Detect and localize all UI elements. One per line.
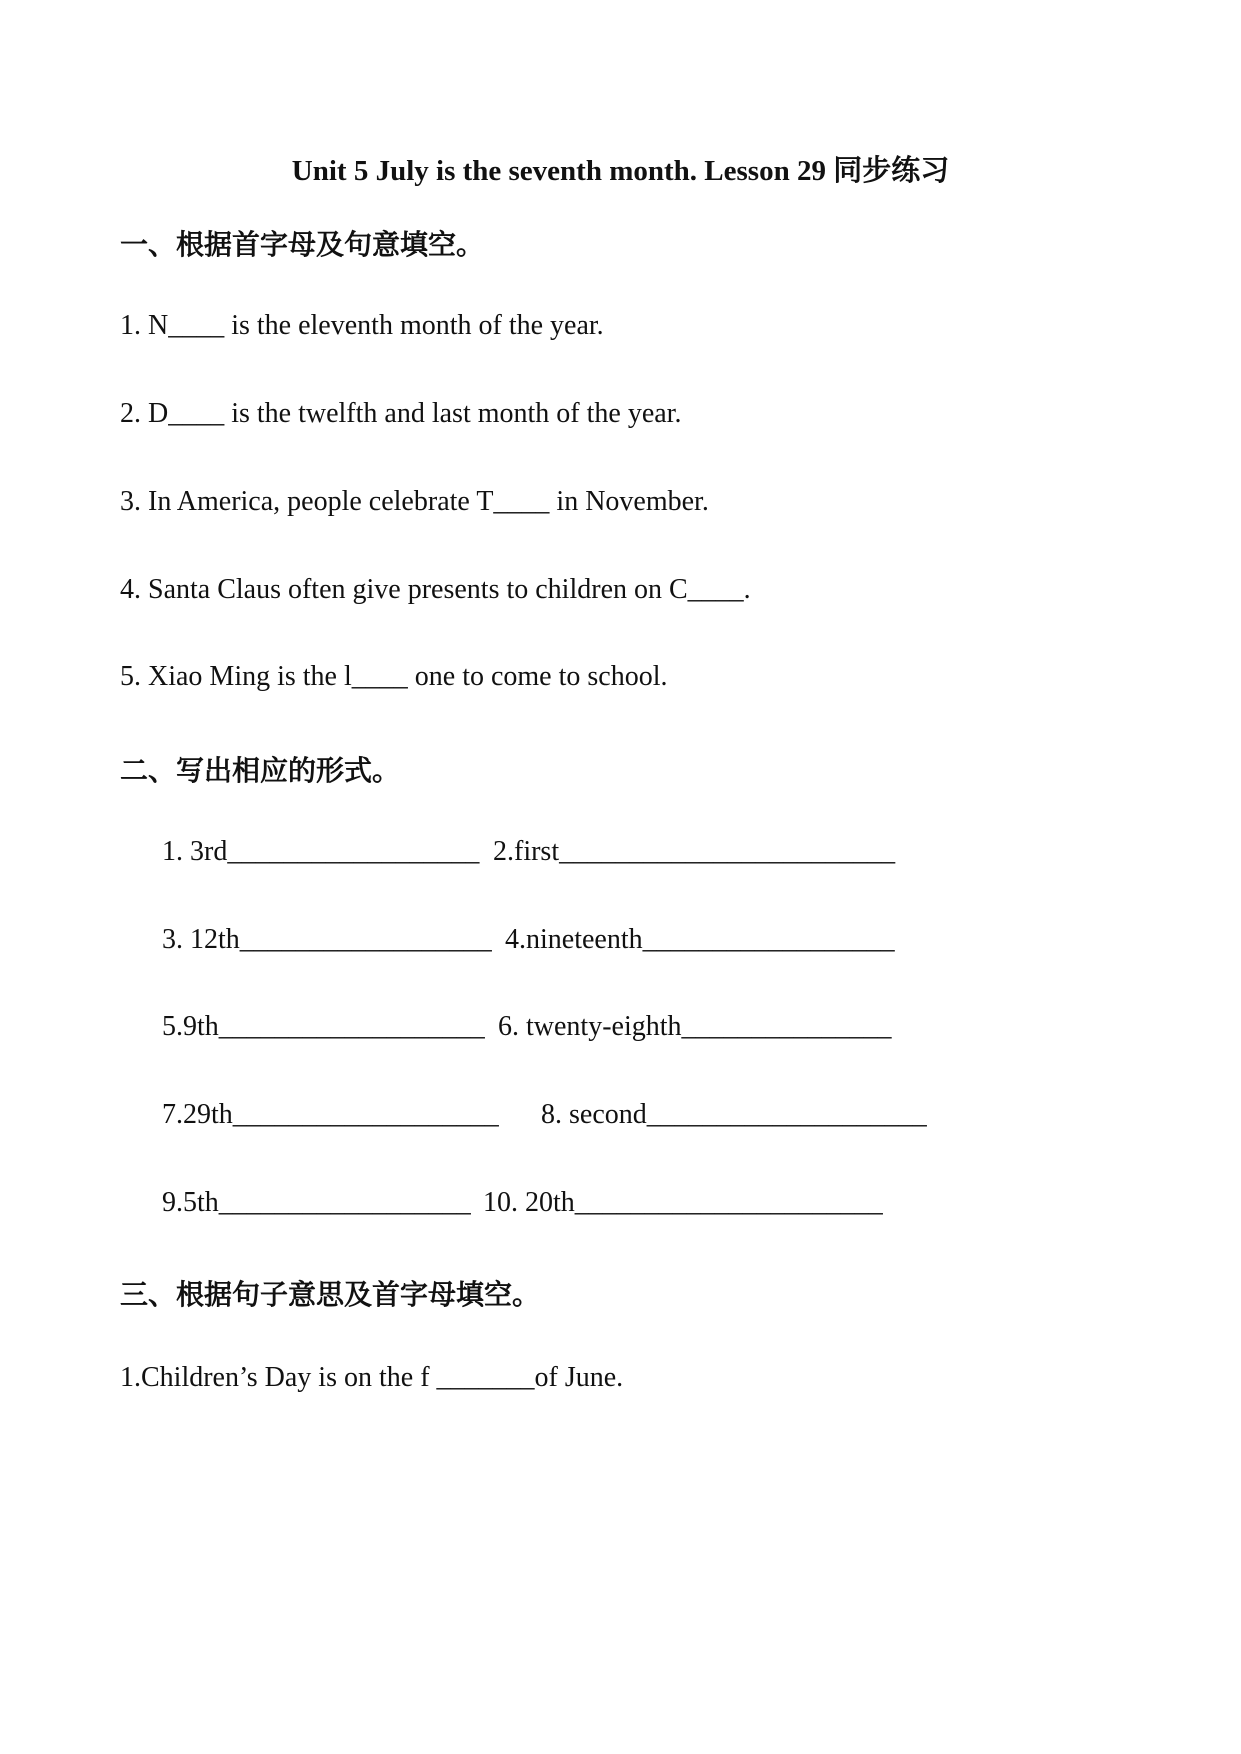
ordinal-item-5: 5.9th___________________ (162, 1011, 485, 1042)
ordinal-item-2: 2.first________________________ (493, 836, 896, 867)
ordinal-item-1: 1. 3rd__________________ (162, 836, 480, 867)
ordinal-item-3: 3. 12th__________________ (162, 924, 492, 955)
ordinal-item-9: 9.5th__________________ (162, 1187, 471, 1218)
question-3-1: 1.Children’s Day is on the f _______of June. (120, 1362, 624, 1393)
question-1-2: 2. D____ is the twelfth and last month of the year. (120, 398, 682, 429)
section-heading-3: 三、根据句子意思及首字母填空。 (120, 1280, 541, 1311)
ordinal-item-8: 8. second____________________ (541, 1099, 927, 1130)
page-title: Unit 5 July is the seventh month. Lesson 29 同步练习 (291, 155, 950, 187)
question-1-3: 3. In America, people celebrate T____ in November. (120, 486, 709, 517)
ordinal-item-6: 6. twenty-eighth_______________ (498, 1011, 892, 1042)
ordinal-item-10: 10. 20th______________________ (483, 1187, 883, 1218)
question-1-4: 4. Santa Claus often give presents to children on C____. (120, 574, 751, 605)
section-heading-1: 一、根据首字母及句意填空。 (120, 230, 485, 261)
question-1-5: 5. Xiao Ming is the l____ one to come to school. (120, 661, 668, 692)
question-1-1: 1. N____ is the eleventh month of the year. (120, 310, 604, 341)
ordinal-item-4: 4.nineteenth__________________ (505, 924, 895, 955)
section-heading-2: 二、写出相应的形式。 (120, 756, 401, 787)
ordinal-item-7: 7.29th___________________ (162, 1099, 499, 1130)
